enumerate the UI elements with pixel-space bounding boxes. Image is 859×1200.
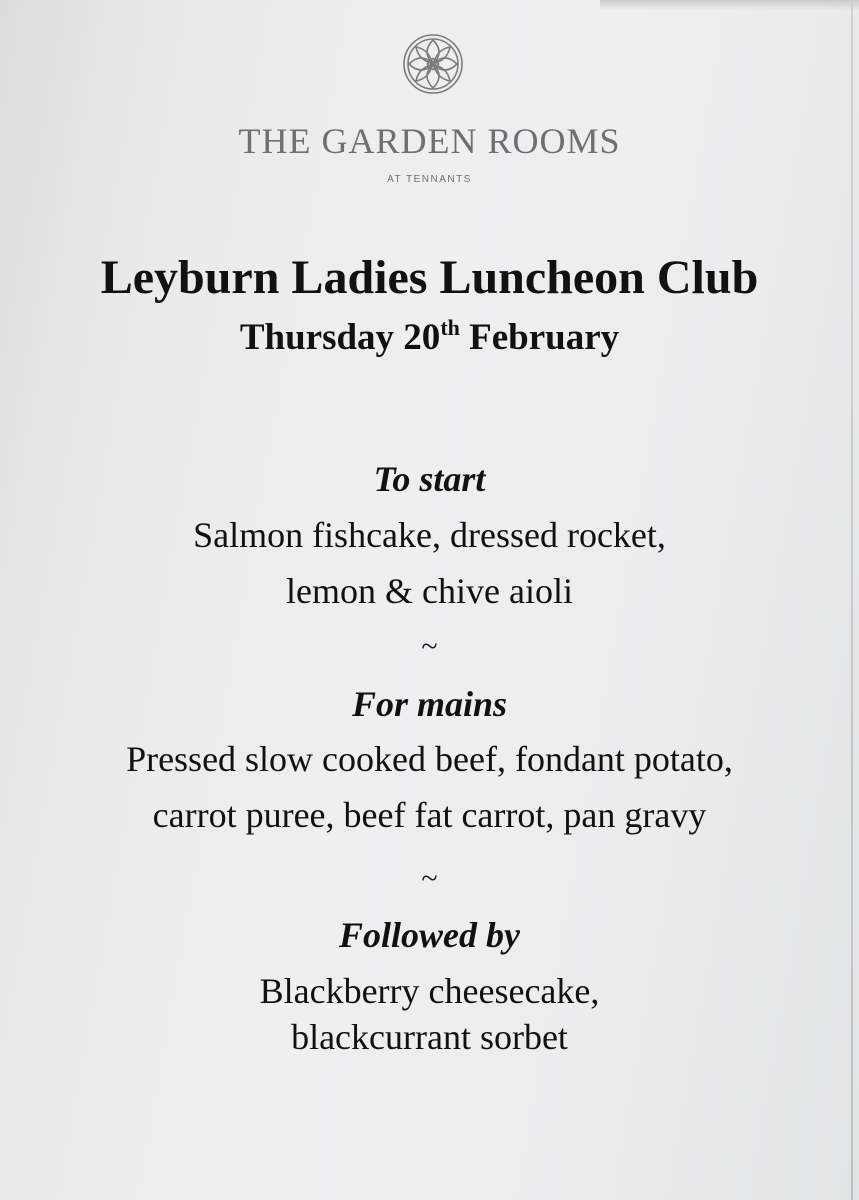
dessert-heading: Followed by	[339, 915, 520, 955]
course-separator-2: ~	[421, 862, 438, 895]
date-day: Thursday 20	[239, 317, 441, 358]
date-month: February	[459, 317, 620, 358]
starter-line-1: Salmon fishcake, dressed rocket,	[193, 515, 666, 555]
dessert-line-2: blackcurrant sorbet	[291, 1017, 568, 1057]
event-title: Leyburn Ladies Luncheon Club	[100, 251, 759, 304]
event-date	[0, 316, 859, 359]
paper-fold-shadow	[600, 0, 859, 10]
mains-heading: For mains	[351, 684, 508, 724]
venue-name: THE GARDEN ROOMS	[238, 121, 621, 161]
starter-heading: To start	[373, 459, 486, 499]
course-separator-1: ~	[421, 630, 438, 663]
date-ordinal: th	[440, 315, 460, 340]
garden-rooms-logo-icon	[402, 33, 464, 95]
starter-line-2: lemon & chive aioli	[286, 571, 573, 611]
dessert-line-1: Blackberry cheesecake,	[259, 971, 600, 1011]
mains-line-2: carrot puree, beef fat carrot, pan gravy	[152, 795, 707, 835]
venue-subtitle: AT TENNANTS	[387, 174, 472, 185]
mains-line-1: Pressed slow cooked beef, fondant potato,	[126, 739, 733, 779]
